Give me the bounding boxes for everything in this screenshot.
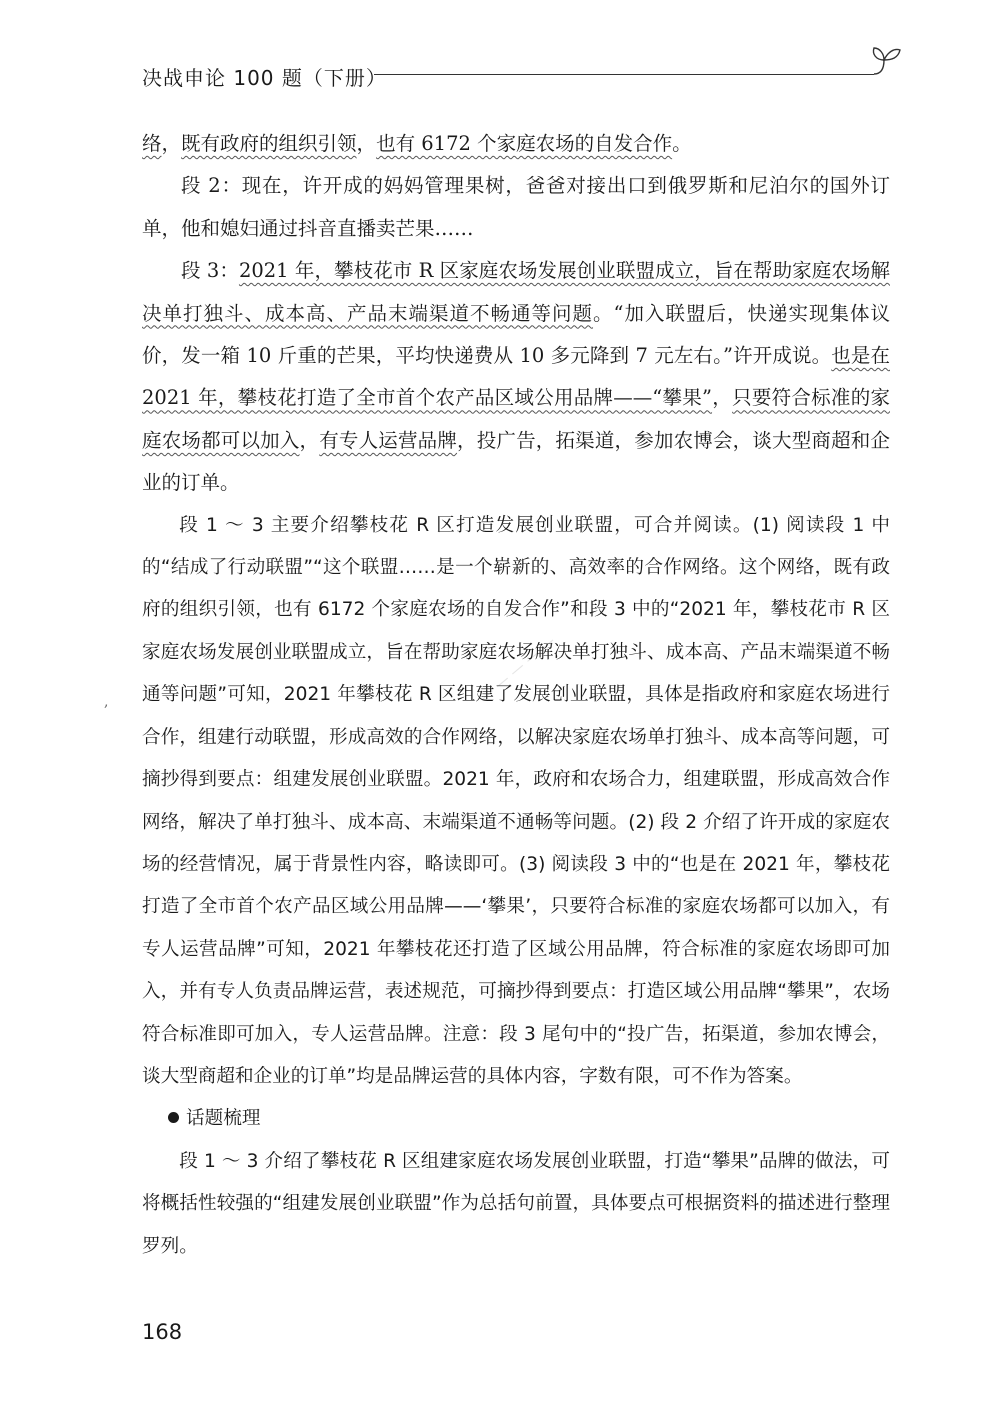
paragraph-3 bbox=[142, 250, 890, 504]
underlined-phrase: 有专人运营品牌 bbox=[319, 428, 458, 452]
sprout-icon bbox=[866, 42, 906, 82]
underlined-phrase: 络 bbox=[142, 132, 162, 155]
header-title: 决战申论 100 题（下册） bbox=[142, 66, 387, 90]
text-run: 。 bbox=[672, 132, 692, 155]
underlined-phrase: 也有 6172 个家庭农场的自发合作 bbox=[376, 132, 673, 155]
text-run: ，投广告，拓渠道，参加农博会，谈大型商超和企业的订单。 bbox=[142, 428, 890, 495]
bullet-icon bbox=[168, 1112, 179, 1123]
section-heading bbox=[142, 1098, 890, 1140]
underlined-phrase: 既有政府的组织引领 bbox=[181, 132, 357, 155]
main-content bbox=[142, 123, 890, 1268]
analysis-paragraph: 段 1 ～ 3 主要介绍攀枝花 R 区打造发展创业联盟，可合并阅读。(1) 阅读段 1 中的“结成了行动联盟”“这个联盟……是一个崭新的、高效率的合作网络。这个网络，既有政府的组织引领，也有 6172 个家庭农场的自发合作”和段 3 中的“2021 年，攀枝花市 R 区家庭农场发展创业联盟成立，旨在帮助家庭农场解决单打独斗、成本高、产品末端渠道不畅通等问题”可知，2021 年攀枝花 R 区组建了发展创业联盟，具体是指政府和家庭农场进行合作，组建行动联盟，形成高效的合作网络，以解决家庭农场单打独斗、成本高等问题，可摘抄得到要点：组建发展创业联盟。2021 年，政府和农场合力，组建联盟，形成高效合作网络，解决了单打独斗、成本高、末端渠道不通畅等问题。(2) 段 2 介绍了许开成的家庭农场的经营情况，属于背景性内容，略读即可。(3) 阅读段 3 中的“也是在 2021 年，攀枝花打造了全市首个农产品区域公用品牌——‘攀果’，只要符合标准的家庭农场都可以加入，有专人运营品牌”可知，2021 年攀枝花还打造了区域公用品牌，符合标准的家庭农场即可加入，并有专人负责品牌运营，表述规范，可摘抄得到要点：打造区域公用品牌“攀果”，农场符合标准即可加入，专人运营品牌。注意：段 3 尾句中的“投广告，拓渠道，参加农博会，谈大型商超和企业的订单”均是品牌运营的具体内容，字数有限，可不作为答案。 bbox=[142, 514, 890, 1087]
paragraph-2: 段 2：现在，许开成的妈妈管理果树，爸爸对接出口到俄罗斯和尼泊尔的国外订单，他和媳妇通过抖音直播卖芒果…… bbox=[142, 174, 890, 240]
underlined-phrase: 旨在帮助家庭农场解决单打独斗、成本高、产品末端渠道不畅通等问题 bbox=[142, 259, 890, 325]
underlined-phrase: 只要符合标准的家庭农场都可以加入 bbox=[142, 386, 890, 452]
margin-mark: , bbox=[104, 694, 109, 710]
text-run: 。“加入联盟后，快递实现集体议价，发一箱 10 斤重的芒果，平均快递费从 10 多元降到 7 元左右。”许开成说。 bbox=[142, 301, 890, 368]
text-run: ， bbox=[299, 428, 320, 452]
header-rule bbox=[374, 74, 874, 75]
topic-paragraph: 段 1 ～ 3 介绍了攀枝花 R 区组建家庭农场发展创业联盟，打造“攀果”品牌的做法，可将概括性较强的“组建发展创业联盟”作为总括句前置，具体要点可根据资料的描述进行整理罗列。 bbox=[142, 1150, 890, 1257]
running-header bbox=[142, 54, 902, 94]
text-run: 段 3： bbox=[181, 259, 239, 283]
text-run: ， bbox=[712, 386, 733, 410]
paragraph-continued bbox=[142, 123, 890, 165]
text-run: ， bbox=[161, 132, 182, 155]
page-number: 168 bbox=[142, 1320, 183, 1344]
text-run: ， bbox=[356, 132, 377, 155]
section-heading-label: 话题梳理 bbox=[186, 1108, 261, 1130]
underlined-phrase: 2021 年，攀枝花市 R 区家庭农场发展创业联盟成立， bbox=[238, 259, 714, 283]
underlined-phrase: 也是在 2021 年，攀枝花打造了全市首个农产品区域公用品牌——“攀果” bbox=[142, 344, 890, 410]
watermark: — — — — — bbox=[475, 631, 559, 707]
